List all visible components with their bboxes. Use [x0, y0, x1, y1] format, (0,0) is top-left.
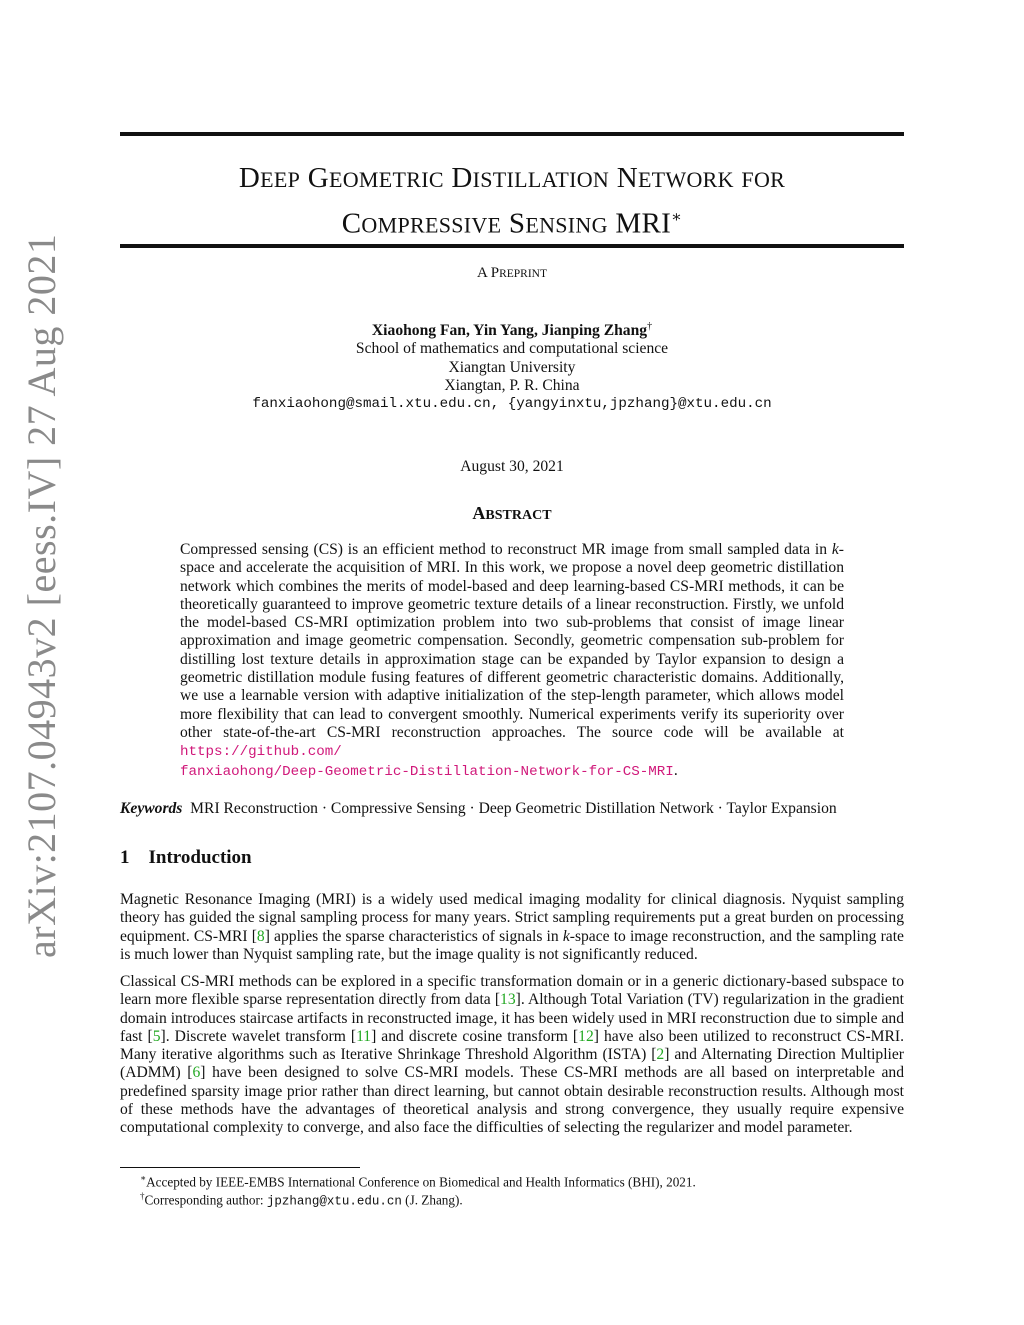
author-emails: fanxiaohong@smail.xtu.edu.cn, {yangyinxtu,jpzhang}@xtu.edu.cn	[252, 396, 772, 413]
intro-paragraph-1: Magnetic Resonance Imaging (MRI) is a widely used medical imaging modality for clinical diagnosis. Nyquist sampling theory has guided the signal sampling process for many years. Strict sampling requirements put a great burden on processing equipment. CS-MRI [8] applies the sparse characteristics of signals in k-space to image reconstruction, and the sampling rate is much lower than Nyquist sampling rate, but the image quality is not significantly reduced.	[120, 891, 904, 963]
citation-13[interactable]: 13	[500, 991, 516, 1009]
abstract-heading: ABSTRACT	[472, 503, 552, 523]
title-bottom-rule	[120, 244, 904, 248]
title-line-1: DEEP GEOMETRIC DISTILLATION NETWORK FOR	[238, 162, 786, 194]
source-code-link-cont[interactable]: fanxiaohong/Deep-Geometric-Distillation-Network-for-CS-MRI	[180, 763, 674, 780]
keywords-text: MRI Reconstruction · Compressive Sensing · Deep Geometric Distillation Network · Taylor Expansion	[190, 800, 837, 817]
citation-8[interactable]: 8	[256, 927, 265, 945]
citation-2[interactable]: 2	[656, 1046, 665, 1064]
footnote-rule	[120, 1167, 360, 1168]
section-heading-introduction: 1 Introduction	[120, 847, 252, 868]
footnote-2: †Corresponding author: jpzhang@xtu.edu.cn (J. Zhang).	[140, 1191, 463, 1209]
author-university: Xiangtan University	[448, 358, 576, 376]
intro-paragraph-2: Classical CS-MRI methods can be explored in a specific transformation domain or in a generic dictionary-based subspace to learn more flexible sparse representation directly from data [13]. Although Total Variation (TV) regularization in the gradient domain introduces staircase artifacts in reconstructed image, it has been widely used in MRI reconstruction due to simple and fast [5]. Discrete wavelet transform [11] and discrete cosine transform [12] have also been utilized to reconstruct CS-MRI. Many iterative algorithms such as Iterative Shrinkage Threshold Algorithm (ISTA) [2] and Alternating Direction Multiplier (ADMM) [6] have been designed to solve CS-MRI models. These CS-MRI methods are all based on interpretable and predefined sparsity image prior rather than direct learning, but cannot obtain desirable reconstruction results. Although most of these methods have the advantages of theoretical analysis and strong convergence, they usually require expensive computational complexity to converge, and also face the difficulties of selecting the regularizer and model parameter.	[120, 973, 905, 1137]
author-names: Xiaohong Fan, Yin Yang, Jianping Zhang†	[371, 321, 653, 340]
paper-date: August 30, 2021	[460, 458, 564, 475]
title-footnote-mark: ∗	[671, 209, 683, 226]
preprint-label: A PREPRINT	[476, 265, 548, 281]
citation-12[interactable]: 12	[578, 1027, 594, 1045]
abstract-body: Compressed sensing (CS) is an efficient method to reconstruct MR image from small sampled data in k-space and accelerate the acquisition of MRI. In this work, we propose a novel deep geometric distillation network which combines the merits of model-based and deep learning-based CS-MRI methods, it can be theoretically guaranteed to improve geometric texture details of a linear reconstruction. Firstly, we unfold the model-based CS-MRI optimization problem into two sub-problems that consist of image linear approximation and image geometric compensation. Secondly, geometric compensation sub-problem for distilling lost texture details in approximation stage can be expanded by Taylor expansion to design a geometric distillation module fusing features of different geometric characteristic domains. Additionally, we use a learnable version with adaptive initialization of the step-length parameter, which allows model more flexibility that can lead to convergent smoothly. Numerical experiments verify its superiority over other state-of-the-art CS-MRI reconstruction approaches. The source code will be available at https://github.com/ fanxiaohong/Deep-Geometric-Distillation-Network-for-CS-MRI.	[180, 541, 844, 780]
author-affiliation: School of mathematics and computational science	[355, 340, 669, 358]
title-top-rule	[120, 132, 904, 136]
paper-title	[120, 160, 904, 244]
citation-5[interactable]: 5	[152, 1027, 161, 1045]
citation-11[interactable]: 11	[356, 1027, 372, 1045]
title-line-2: COMPRESSIVE SENSING MRI∗	[341, 207, 683, 240]
keywords-line	[120, 800, 904, 818]
footnote-1: ∗Accepted by IEEE-EMBS International Conference on Biomedical and Health Informatics (BHI), 2021.	[140, 1173, 696, 1190]
author-block	[120, 318, 904, 414]
source-code-link[interactable]: https://github.com/	[180, 744, 342, 761]
arxiv-identifier: arXiv:2107.04943v2 [eess.IV] 27 Aug 2021	[19, 233, 64, 958]
corresponding-email[interactable]: jpzhang@xtu.edu.cn	[266, 1194, 402, 1209]
citation-6[interactable]: 6	[192, 1064, 201, 1082]
author-location: Xiangtan, P. R. China	[444, 377, 580, 395]
keywords-label: Keywords	[120, 800, 183, 817]
